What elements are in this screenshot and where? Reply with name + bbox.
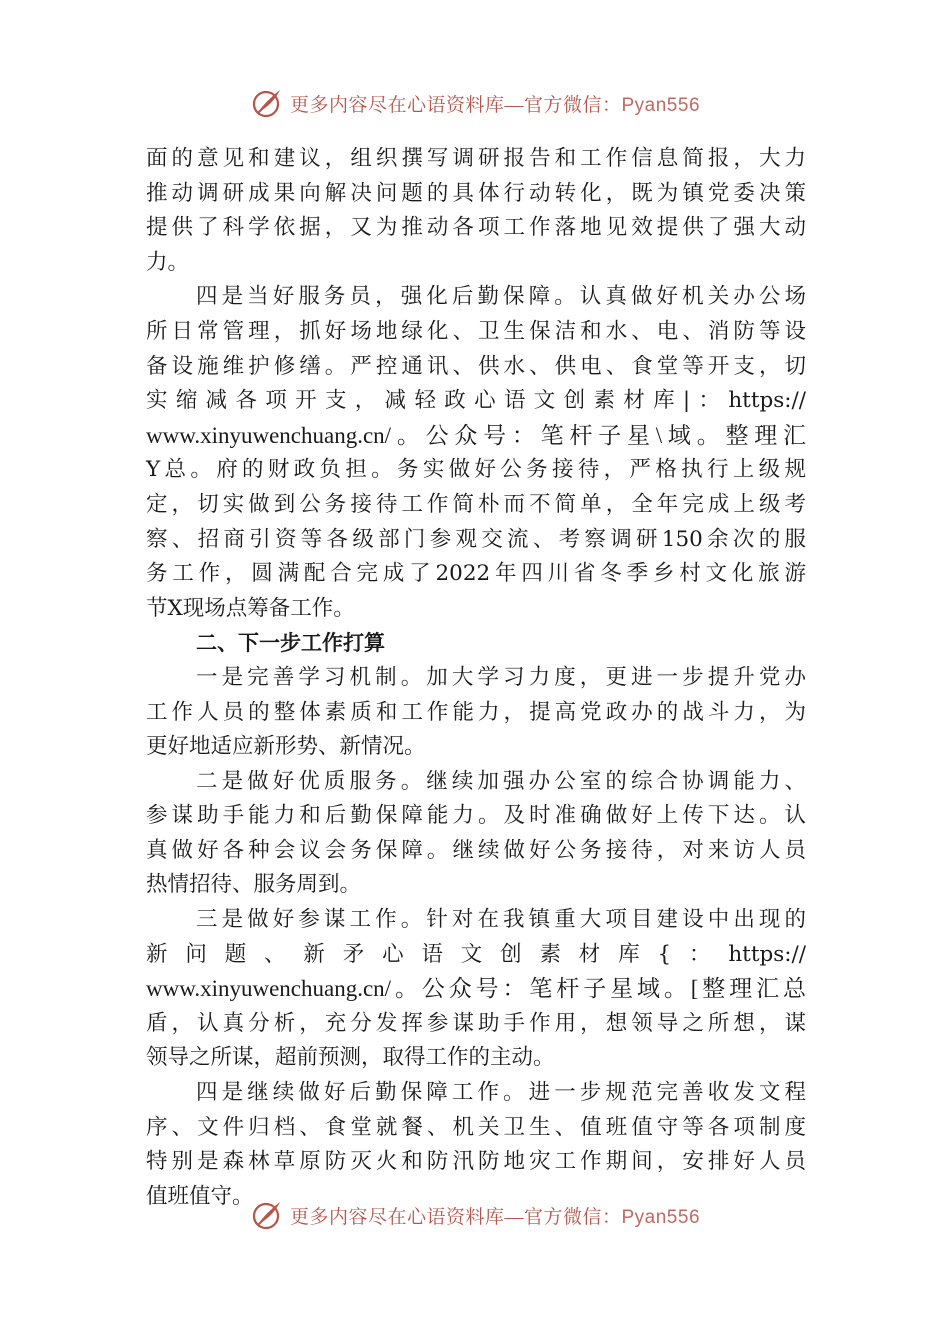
text-line: 新问题、新矛心语文创素材库{：https:// [146, 941, 806, 967]
text-line: 三是做好参谋工作。针对在我镇重大项目建设中出现的 [196, 907, 806, 933]
text-line: www.xinyuwenchuang.cn/。公众号：笔杆子星\域。整理汇 [146, 422, 806, 448]
footer-banner [0, 1202, 950, 1234]
text-line: 特别是森林草原防灭火和防汛防地灾工作期间，安排好人员 [146, 1149, 806, 1175]
quill-pen-logo-icon [250, 86, 284, 120]
text-line: 节X现场点筹备工作。 [146, 595, 355, 621]
body-text [146, 142, 806, 1214]
text-line: 四是当好服务员，强化后勤保障。认真做好机关办公场 [196, 284, 806, 310]
text-line: 推动调研成果向解决问题的具体行动转化，既为镇党委决策 [146, 180, 806, 206]
text-line: 实缩减各项开支，减轻政心语文创素材库|：https:// [146, 388, 806, 414]
text-line: 序、文件归档、食堂就餐、机关卫生、值班值守等各项制度 [146, 1114, 806, 1140]
text-line: 面的意见和建议，组织撰写调研报告和工作信息简报，大力 [146, 146, 806, 171]
header-banner-text: 更多内容尽在心语资料库—官方微信： [289, 94, 622, 116]
footer-wechat-id: Pyan556 [621, 1206, 701, 1228]
header-banner [0, 83, 950, 123]
text-line: 盾，认真分析，充分发挥参谋助手作用，想领导之所想，谋 [146, 1010, 806, 1036]
text-line: 察、招商引资等各级部门参观交流、考察调研150余次的服 [146, 526, 806, 552]
text-line: 真做好各种会议会务保障。继续做好公务接待，对来访人员 [146, 837, 806, 863]
text-line: 四是继续做好后勤保障工作。进一步规范完善收发文程 [196, 1080, 806, 1106]
footer-banner-text: 更多内容尽在心语资料库—官方微信： [289, 1206, 622, 1228]
text-line: 领导之所谋，超前预测，取得工作的主动。 [146, 1045, 555, 1071]
text-line: 热情招待、服务周到。 [146, 872, 362, 898]
text-line: Y总。府的财政负担。务实做好公务接待，严格执行上级规 [146, 457, 806, 483]
text-line: www.xinyuwenchuang.cn/。公众号：笔杆子星域。[整理汇总 [146, 976, 806, 1002]
header-wechat-id: Pyan556 [621, 94, 701, 116]
text-line: 参谋助手能力和后勤保障能力。及时准确做好上传下达。认 [146, 803, 806, 829]
text-line: 值班值守。 [146, 1183, 254, 1209]
text-line: 一是完善学习机制。加大学习力度，更进一步提升党办 [196, 664, 806, 690]
text-line: 定，切实做到公务接待工作简朴而不简单，全年完成上级考 [146, 491, 806, 517]
text-line: 备设施维护修缮。严控通讯、供水、供电、食堂等开支，切 [146, 353, 806, 379]
text-line: 所日常管理，抓好场地绿化、卫生保洁和水、电、消防等设 [146, 318, 806, 344]
text-line: 力。 [146, 249, 190, 275]
text-line: 务工作，圆满配合完成了2022年四川省冬季乡村文化旅游 [146, 561, 806, 587]
text-line: 二是做好优质服务。继续加强办公室的综合协调能力、 [196, 768, 806, 794]
text-line: 更好地适应新形势、新情况。 [146, 734, 426, 760]
section-heading: 二、下一步工作打算 [196, 631, 385, 656]
text-line: 提供了科学依据，又为推动各项工作落地见效提供了强大动 [146, 215, 806, 241]
text-line: 工作人员的整体素质和工作能力，提高党政办的战斗力，为 [146, 699, 806, 725]
quill-pen-logo-icon [250, 1202, 284, 1232]
